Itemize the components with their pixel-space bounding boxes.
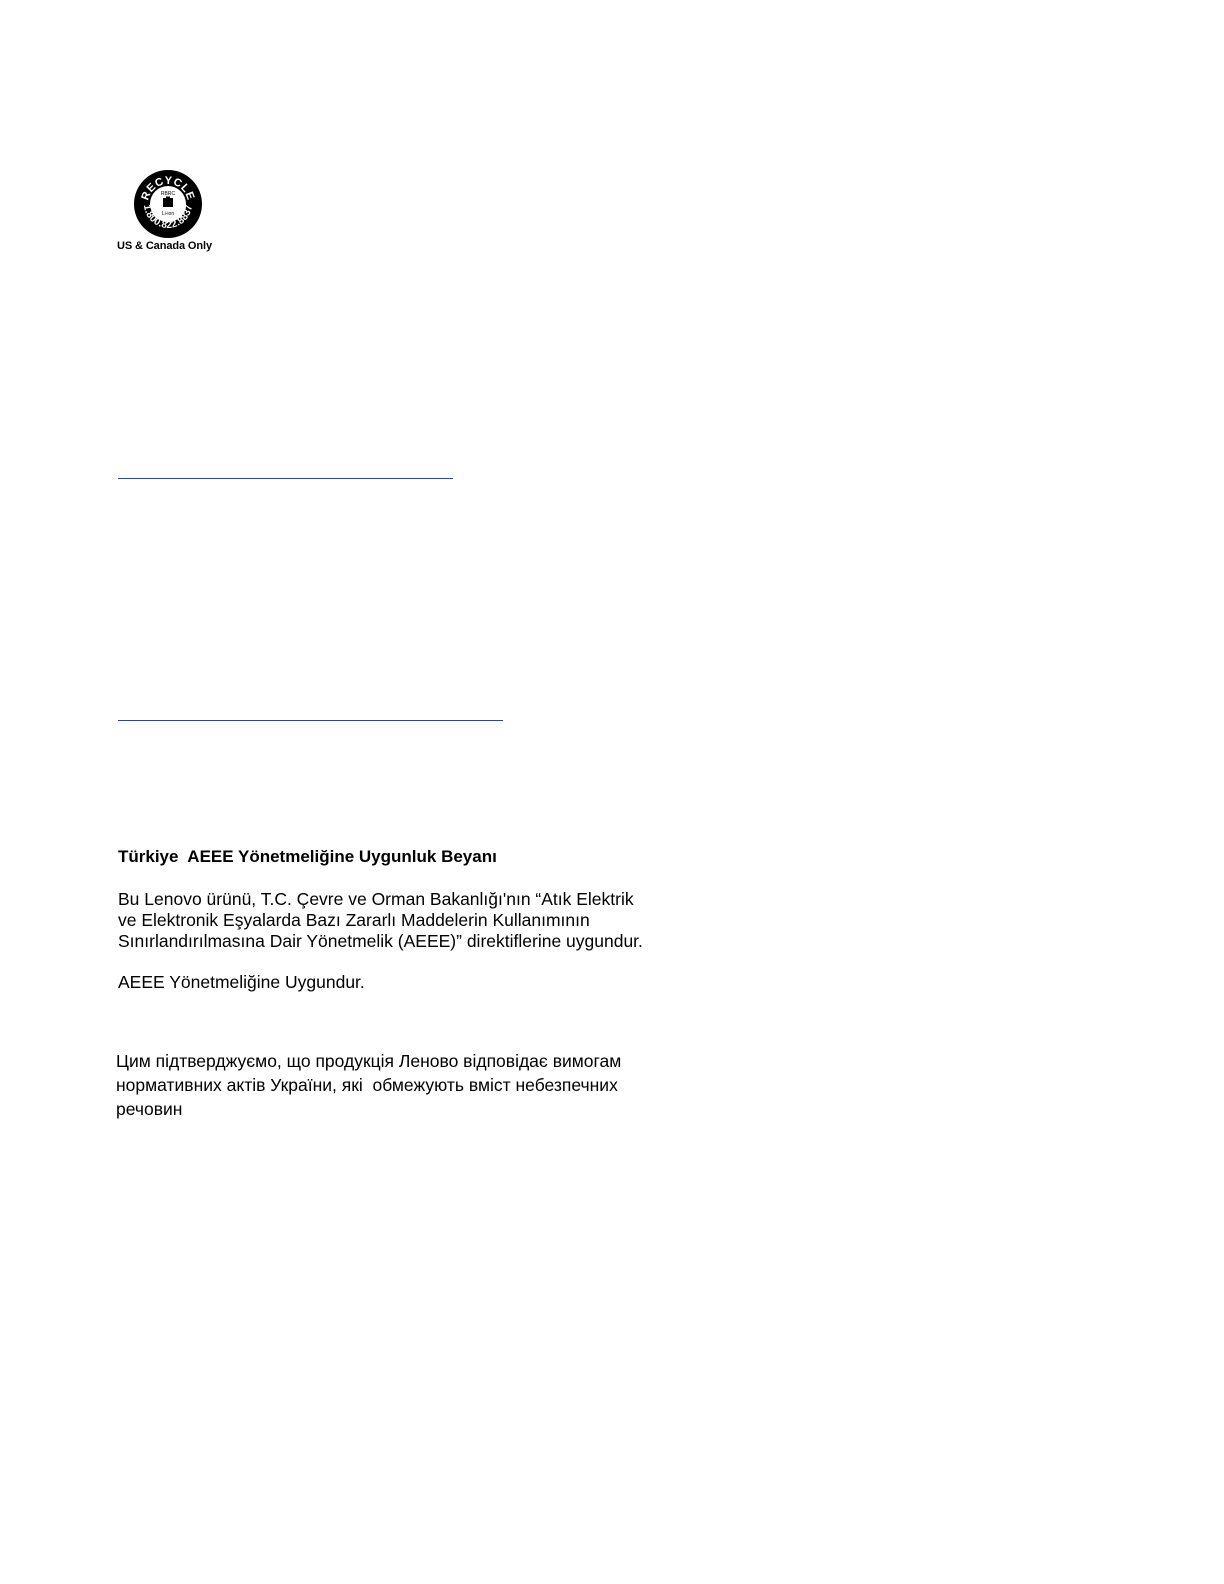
seal-ring-bottom-text: 1.800.822.8837 bbox=[140, 203, 196, 232]
turkey-body bbox=[118, 889, 698, 952]
link-underline[interactable] bbox=[118, 720, 503, 721]
turkey-body-line: ve Elektronik Eşyalarda Bazı Zararlı Maddelerin Kullanımının bbox=[118, 910, 590, 930]
seal-inner-top-text: RBRC bbox=[160, 191, 176, 197]
turkey-body-line: Bu Lenovo ürünü, T.C. Çevre ve Orman Bakanlığı'nın “Atık Elektrik bbox=[118, 889, 634, 909]
seal-ring-top-text: RECYCLE bbox=[139, 174, 197, 202]
link-underline[interactable] bbox=[118, 478, 453, 479]
ukraine-body-line: речовин bbox=[116, 1099, 183, 1119]
turkey-compliance-statement: AEEE Yönetmeliğine Uygundur. bbox=[118, 972, 365, 992]
seal-inner-bottom-text: Li-ion bbox=[161, 211, 175, 217]
turkey-body-line: Sınırlandırılmasına Dair Yönetmelik (AEEE)” direktiflerine uygundur. bbox=[118, 931, 643, 951]
recycle-seal-icon bbox=[117, 167, 217, 239]
ukraine-body-line: Цим підтверджуємо, що продукція Леново відповідає вимогам bbox=[116, 1051, 622, 1071]
seal-caption: US & Canada Only bbox=[117, 240, 212, 252]
ukraine-body-line: нормативних актів України, які обмежують вміст небезпечних bbox=[116, 1075, 618, 1095]
battery-icon bbox=[163, 198, 173, 207]
ukraine-body bbox=[116, 1049, 716, 1121]
turkey-heading: Türkiye AEEE Yönetmeliğine Uygunluk Beyanı bbox=[118, 847, 497, 866]
rbrc-recycle-seal bbox=[117, 167, 217, 257]
